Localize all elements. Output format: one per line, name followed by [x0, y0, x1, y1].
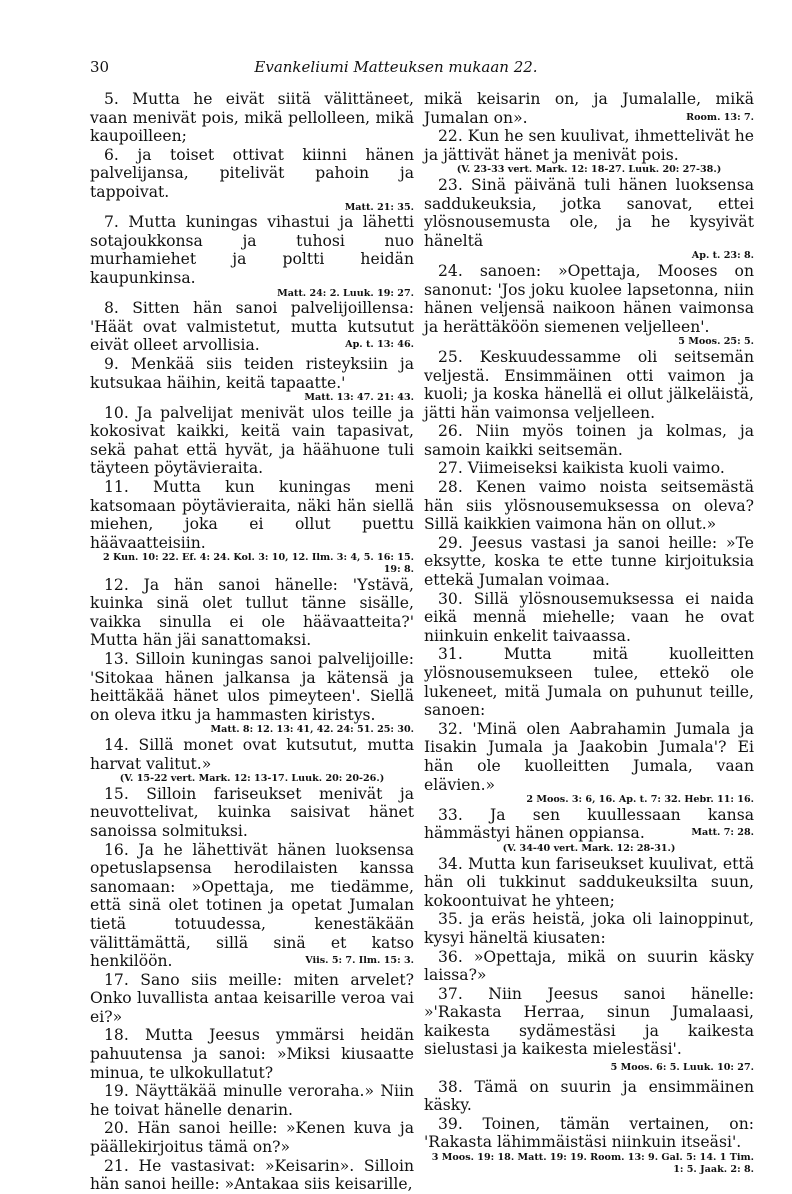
- verse-text: mikä keisarin on, ja Jumalalle, mikä Jumalan on».: [424, 90, 754, 127]
- verse: [424, 262, 754, 336]
- cross-reference: Matt. 24: 2. Luuk. 19: 27.: [277, 287, 414, 299]
- verse: [424, 590, 754, 646]
- verse-text: 5. Mutta he eivät siitä välittäneet, vaan menivät pois, mikä pellolleen, mikä kaupoilleen;: [90, 90, 414, 146]
- verse: [90, 355, 414, 392]
- verse-text: 10. Ja palvelijat menivät ulos teille ja kokosivat kaikki, keitä vain tapasivat, sekä pahat että hyvät, ja häähuone tuli täyteen pöytävieraita.: [90, 403, 414, 478]
- page-header: [0, 58, 792, 82]
- cross-reference: 2 Kun. 10: 22. Ef. 4: 24. Kol. 3: 10, 12. Ilm. 3: 4, 5. 16: 15. 19: 8.: [102, 552, 414, 576]
- verse: [424, 645, 754, 719]
- verse-text: 29. Jeesus vastasi ja sanoi heille: »Te eksytte, koska te ette tunne kirjoituksia ettekä Jumalan voimaa.: [424, 533, 754, 590]
- verse: [424, 176, 754, 250]
- verse-text: 17. Sano siis meille: miten arvelet? Onko luvallista antaa keisarille veroa vai ei?»: [90, 970, 414, 1026]
- cross-reference: Matt. 13: 47. 21: 43.: [304, 392, 414, 404]
- parallel-reference: (V. 23-33 vert. Mark. 12: 18-27. Luuk. 20: 27-38.): [456, 164, 722, 176]
- verse-text: 32. 'Minä olen Aabrahamin Jumala ja Iisakin Jumala ja Jaakobin Jumala'? Ei hän ole kuolleitten Jumala, vaan elävien.»: [424, 719, 754, 794]
- verse-text: 30. Sillä ylösnousemuksessa ei naida eikä mennä miehelle; vaan he ovat niinkuin enkelit taivaassa.: [424, 589, 754, 645]
- verse: [424, 910, 754, 947]
- verse-text: 26. Niin myös toinen ja kolmas, ja samoin kaikki seitsemän.: [424, 422, 754, 459]
- verse: [90, 478, 414, 552]
- verse: [90, 736, 414, 773]
- verse-text: 23. Sinä päivänä tuli hänen luoksensa saddukeuksia, jotka sanovat, ettei ylösnousemusta ole, ja he kysyivät häneltä: [424, 175, 754, 250]
- verse-text: 27. Viimeiseksi kaikista kuoli vaimo.: [438, 459, 725, 478]
- verse: [424, 1078, 754, 1115]
- verse: [90, 90, 414, 146]
- verse: [424, 422, 754, 459]
- verse-text: 13. Silloin kuningas sanoi palvelijoille: 'Sitokaa hänen jalkansa ja kätensä ja heittäkää hänet ulos pimeyteen'. Siellä on oleva itku ja hammasten kiristys.: [90, 650, 414, 724]
- verse-text: 18. Mutta Jeesus ymmärsi heidän pahuutensa ja sanoi: »Miksi kiusaatte minua, te ulkokullatut?: [90, 1026, 414, 1082]
- verse: [90, 1082, 414, 1119]
- cross-reference: 5 Moos. 25: 5.: [678, 336, 754, 348]
- verse-text: 8. Sitten hän sanoi palvelijoillensa: 'Häät ovat valmistetut, mutta kutsutut eivät olleet arvollisia.: [90, 299, 414, 355]
- verse: [424, 90, 754, 127]
- verse: [424, 948, 754, 985]
- page-number: 30: [90, 58, 110, 76]
- verse: [90, 299, 414, 355]
- verse: [424, 985, 754, 1078]
- verse-text: 7. Mutta kuningas vihastui ja lähetti sotajoukkonsa ja tuhosi nuo murhamiehet ja poltti heidän kaupunkinsa.: [90, 213, 414, 287]
- verse-text: 21. He vastasivat: »Keisarin». Silloin hän sanoi heille: »Antakaa siis keisarille,: [90, 1156, 414, 1194]
- verse: [90, 650, 414, 724]
- verse: [90, 213, 414, 287]
- verse: [424, 348, 754, 422]
- verse: [424, 127, 754, 164]
- verse-text: 39. Toinen, tämän vertainen, on: 'Rakasta lähimmäistäsi niinkuin itseäsi'.: [424, 1114, 754, 1152]
- verse-text: 9. Menkää siis teiden risteyksiin ja kutsukaa häihin, keitä tapaatte.': [90, 354, 414, 392]
- verse: [90, 841, 414, 971]
- left-column: [90, 90, 414, 1194]
- verse-text: 22. Kun he sen kuulivat, ihmettelivät he ja jättivät hänet ja menivät pois.: [424, 127, 754, 164]
- verse-text: 19. Näyttäkää minulle veroraha.» Niin he toivat hänelle denarin.: [90, 1082, 414, 1119]
- cross-reference: Matt. 8: 12. 13: 41, 42. 24: 51. 25: 30.: [210, 724, 414, 736]
- verse-text: 14. Sillä monet ovat kutsutut, mutta harvat valitut.»: [90, 735, 414, 773]
- verse-text: 15. Silloin fariseukset menivät ja neuvottelivat, kuinka saisivat hänet sanoissa solmituksi.: [90, 784, 414, 840]
- right-column: [424, 90, 754, 1175]
- cross-reference: Matt. 7: 28.: [691, 827, 754, 839]
- verse: [424, 1115, 754, 1152]
- verse: [90, 1157, 414, 1194]
- cross-reference: Viis. 5: 7. Ilm. 15: 3.: [305, 955, 414, 967]
- verse-text: 20. Hän sanoi heille: »Kenen kuva ja päällekirjoitus tämä on?»: [90, 1119, 414, 1157]
- verse: [424, 806, 754, 843]
- verse-text: 6. ja toiset ottivat kiinni hänen palvelijansa, pitelivät pahoin ja tappoivat.: [90, 145, 414, 201]
- verse: [90, 1119, 414, 1156]
- verse: [424, 855, 754, 911]
- verse: [90, 576, 414, 650]
- cross-reference: Ap. t. 13: 46.: [345, 339, 414, 351]
- cross-reference: Room. 13: 7.: [686, 111, 754, 123]
- cross-reference: 2 Moos. 3: 6, 16. Ap. t. 7: 32. Hebr. 11: 16.: [526, 794, 754, 806]
- verse-text: 25. Keskuudessamme oli seitsemän veljestä. Ensimmäinen otti vaimon ja kuoli; ja koska hänellä ei ollut jälkeläistä, jätti hän vaimonsa veljelleen.: [424, 347, 754, 422]
- verse-text: 24. sanoen: »Opettaja, Mooses on sanonut: 'Jos joku kuolee lapsetonna, niin hänen veljensä naikoon hänen vaimonsa ja herättäköön siemenen veljelleen'.: [424, 261, 754, 336]
- verse-text: 36. »Opettaja, mikä on suurin käsky laissa?»: [424, 947, 754, 985]
- cross-reference: 5 Moos. 6: 5. Luuk. 10: 27.: [610, 1062, 754, 1074]
- verse: [90, 785, 414, 841]
- verse-text: 11. Mutta kun kuningas meni katsomaan pöytävieraita, näki hän siellä miehen, joka ei ollut puettu häävaatteisiin.: [90, 478, 414, 552]
- verse: [90, 1026, 414, 1082]
- verse-text: 34. Mutta kun fariseukset kuulivat, että hän oli tukkinut saddukeuksilta suun, kokoontuivat he yhteen;: [424, 854, 754, 910]
- verse: [424, 534, 754, 590]
- verse-text: 33. Ja sen kuullessaan kansa hämmästyi hänen oppiansa.: [424, 805, 754, 843]
- verse-text: 38. Tämä on suurin ja ensimmäinen käsky.: [424, 1077, 754, 1115]
- cross-reference: Matt. 21: 35.: [344, 201, 414, 213]
- verse: [90, 146, 414, 202]
- verse-text: 12. Ja hän sanoi hänelle: 'Ystävä, kuinka sinä olet tullut tänne sisälle, vaikka sinulla ei ole häävaatteita?' Mutta hän jäi sanattomaksi.: [90, 575, 414, 650]
- verse-text: 16. Ja he lähettivät hänen luoksensa opetuslapsensa herodilaisten kanssa sanomaan: »Opettaja, me tiedämme, että sinä olet totinen ja opetat Jumalan tietä totuudessa, kenestäkään välittämättä, sillä sinä et katso henkilöön.: [90, 840, 414, 971]
- running-title: Evankeliumi Matteuksen mukaan 22.: [254, 58, 538, 76]
- verse-text: 35. ja eräs heistä, joka oli lainoppinut, kysyi häneltä kiusaten:: [424, 910, 754, 947]
- verse: [424, 459, 754, 478]
- verse-text: 31. Mutta mitä kuolleitten ylösnousemukseen tulee, ettekö ole lukeneet, mitä Jumala on puhunut teille, sanoen:: [424, 645, 754, 720]
- verse: [90, 404, 414, 478]
- parallel-reference: (V. 15-22 vert. Mark. 12: 13-17. Luuk. 20: 20-26.): [119, 773, 385, 785]
- verse: [424, 478, 754, 534]
- verse: [424, 720, 754, 794]
- parallel-reference: (V. 34-40 vert. Mark. 12: 28-31.): [502, 842, 676, 854]
- verse: [90, 971, 414, 1027]
- cross-reference: Ap. t. 23: 8.: [691, 250, 754, 262]
- verse-text: 37. Niin Jeesus sanoi hänelle: »'Rakasta Herraa, sinun Jumalaasi, kaikesta sydämestäsi ja kaikesta sielustasi ja kaikesta mielestäsi'.: [424, 984, 754, 1059]
- verse-text: 28. Kenen vaimo noista seitsemästä hän siis ylösnousemuksessa on oleva? Sillä kaikkien vaimona hän on ollut.»: [424, 478, 754, 534]
- cross-reference: 3 Moos. 19: 18. Matt. 19: 19. Room. 13: 9. Gal. 5: 14. 1 Tim. 1: 5. Jaak. 2: 8.: [431, 1152, 754, 1175]
